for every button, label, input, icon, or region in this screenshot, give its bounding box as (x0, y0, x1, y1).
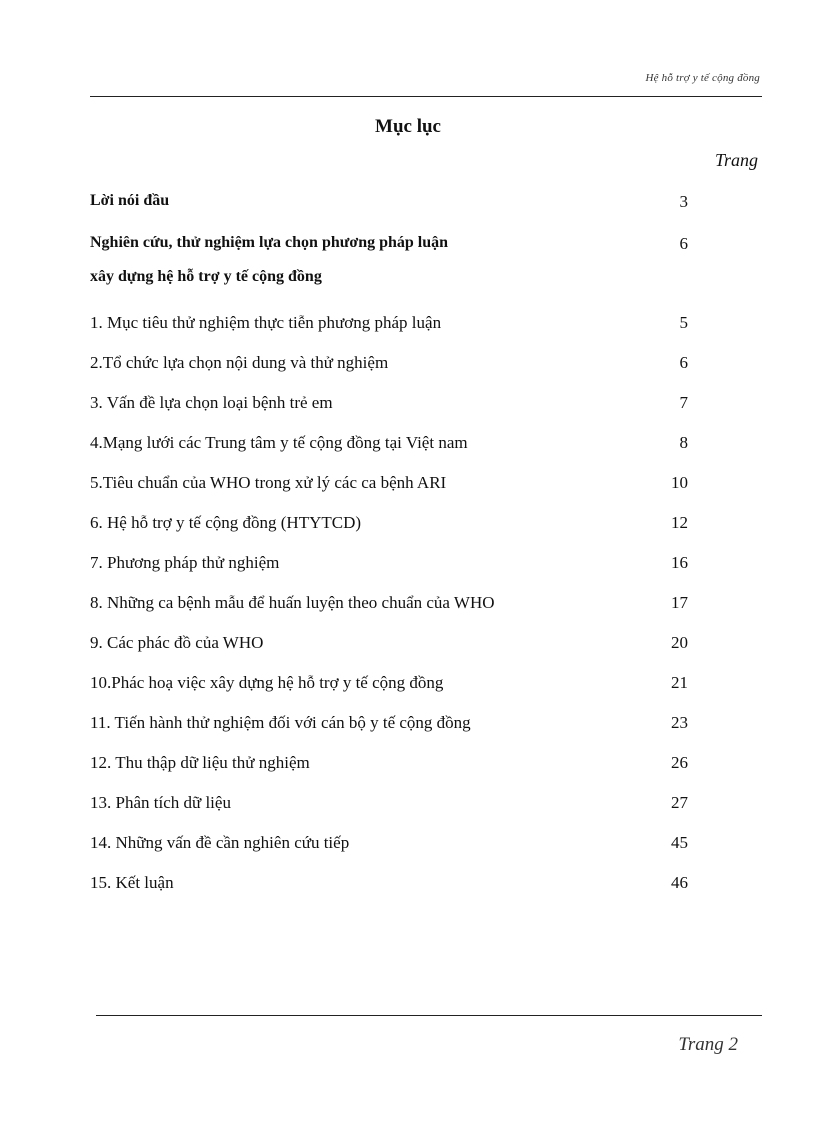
toc-entry-title: 14. Những vấn đề cần nghiên cứu tiếp (90, 833, 350, 852)
toc-entry-title: 13. Phân tích dữ liệu (90, 793, 231, 812)
toc-entry-title: 1. Mục tiêu thử nghiệm thực tiễn phương pháp luận (90, 313, 442, 332)
toc-entry[interactable] (90, 713, 690, 741)
toc-entry-page: 8 (679, 433, 688, 452)
toc-entry[interactable] (90, 192, 690, 220)
toc-entry-page: 46 (671, 873, 688, 892)
toc-entry-page: 26 (671, 753, 688, 772)
toc-entry-page: 3 (679, 192, 688, 211)
toc-entry[interactable] (90, 234, 690, 296)
toc-entry[interactable] (90, 313, 690, 341)
toc-entry-page: 27 (671, 793, 688, 812)
toc-entry-page: 21 (671, 673, 688, 692)
toc-entry[interactable] (90, 553, 690, 581)
toc-entry-title: 7. Phương pháp thử nghiệm (90, 553, 280, 572)
page-number: Trang 2 (678, 1034, 738, 1055)
toc-entry-title: 10.Phác hoạ việc xây dựng hệ hỗ trợ y tế cộng đồng (90, 673, 444, 692)
toc-entry-page: 5 (679, 313, 688, 332)
toc-entry[interactable] (90, 793, 690, 821)
toc-entry-page: 6 (679, 234, 688, 253)
toc-entry-page: 10 (671, 473, 688, 492)
toc-entry-title: 4.Mạng lưới các Trung tâm y tế cộng đồng tại Việt nam (90, 433, 468, 452)
toc-entry-page: 45 (671, 833, 688, 852)
toc-entry-title: 3. Vấn đề lựa chọn loại bệnh trẻ em (90, 393, 333, 412)
toc-entry[interactable] (90, 393, 690, 421)
toc-entry-page: 20 (671, 633, 688, 652)
toc-entry-page: 23 (671, 713, 688, 732)
toc-entry[interactable] (90, 473, 690, 501)
toc-entry[interactable] (90, 433, 690, 461)
toc-entry[interactable] (90, 873, 690, 901)
page-title: Mục lục (375, 116, 441, 137)
toc-entry[interactable] (90, 753, 690, 781)
toc-entry-title: 12. Thu thập dữ liệu thử nghiệm (90, 753, 310, 772)
toc-entry[interactable] (90, 833, 690, 861)
toc-entry-title: 2.Tổ chức lựa chọn nội dung và thử nghiệm (90, 353, 389, 372)
footer-rule (96, 1015, 762, 1016)
toc-entry-title: 9. Các phác đồ của WHO (90, 633, 264, 652)
toc-entry-title: 11. Tiến hành thử nghiệm đối với cán bộ y tế cộng đồng (90, 713, 471, 732)
toc-entry-page: 6 (679, 353, 688, 372)
toc-entry-title: 6. Hệ hỗ trợ y tế cộng đồng (HTYTCD) (90, 513, 362, 532)
toc-entry-page: 16 (671, 553, 688, 572)
toc-entry-title: 8. Những ca bệnh mẫu để huấn luyện theo chuẩn của WHO (90, 593, 495, 612)
toc-entry-page: 12 (671, 513, 688, 532)
running-header: Hệ hỗ trợ y tế cộng đồng (645, 72, 760, 84)
toc-entry-page: 7 (679, 393, 688, 412)
toc-entry-title-continued: xây dựng hệ hỗ trợ y tế cộng đồng (90, 268, 322, 285)
toc-entry-page: 17 (671, 593, 688, 612)
toc-entry-title: 5.Tiêu chuẩn của WHO trong xử lý các ca bệnh ARI (90, 473, 447, 492)
toc-entry[interactable] (90, 353, 690, 381)
toc-entry[interactable] (90, 633, 690, 661)
toc-entry[interactable] (90, 673, 690, 701)
toc-entry[interactable] (90, 593, 690, 621)
toc-entry[interactable] (90, 513, 690, 541)
page-column-label: Trang (714, 150, 758, 170)
toc-entry-title: Lời nói đầu (90, 192, 170, 209)
toc-entry-title: 15. Kết luận (90, 873, 174, 892)
toc-entry-title: Nghiên cứu, thử nghiệm lựa chọn phương pháp luận (90, 234, 449, 251)
